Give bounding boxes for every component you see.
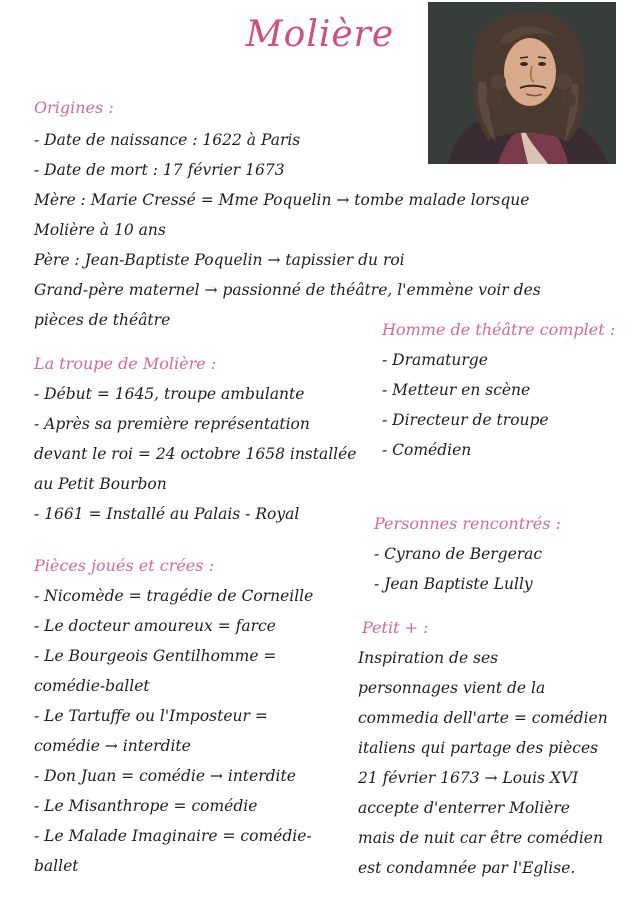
homme-item: - Dramaturge (382, 351, 488, 369)
petit-plus-line: commedia dell'arte = comédien (358, 709, 608, 727)
moliere-portrait-image (428, 2, 616, 164)
page-title: Molière (245, 14, 395, 55)
pieces-line: - Nicomède = tragédie de Corneille (34, 587, 314, 605)
petit-plus-line: est condamnée par l'Eglise. (358, 859, 576, 877)
homme-item: - Comédien (382, 441, 472, 459)
petit-plus-line: 21 février 1673 → Louis XVI (358, 769, 579, 787)
pieces-line: comédie-ballet (34, 677, 150, 695)
pieces-line: - Don Juan = comédie → interdite (34, 767, 296, 785)
petit-plus-line: personnages vient de la (358, 679, 546, 697)
homme-item: - Metteur en scène (382, 381, 531, 399)
homme-item: - Directeur de troupe (382, 411, 549, 429)
origines-line: Père : Jean-Baptiste Poquelin → tapissier du roi (34, 251, 405, 269)
pieces-line: - Le Malade Imaginaire = comédie- (34, 827, 312, 845)
troupe-line: - 1661 = Installé au Palais - Royal (34, 505, 300, 523)
pieces-line: comédie → interdite (34, 737, 191, 755)
pieces-heading: Pièces joués et crées : (34, 556, 214, 575)
origines-line: Molière à 10 ans (34, 221, 166, 239)
pieces-line: - Le Tartuffe ou l'Imposteur = (34, 707, 268, 725)
origines-heading: Origines : (34, 98, 114, 117)
petit-plus-line: accepte d'enterrer Molière (358, 799, 570, 817)
origines-line: - Date de naissance : 1622 à Paris (34, 131, 301, 149)
pieces-line: - Le Misanthrope = comédie (34, 797, 258, 815)
petit-plus-line: mais de nuit car être comédien (358, 829, 603, 847)
pieces-line: - Le Bourgeois Gentilhomme = (34, 647, 277, 665)
petit-plus-heading: Petit + : (362, 618, 429, 637)
petit-plus-line: italiens qui partage des pièces (358, 739, 599, 757)
pieces-line: ballet (34, 857, 79, 875)
petit-plus-line: Inspiration de ses (358, 649, 499, 667)
troupe-line: devant le roi = 24 octobre 1658 installée (34, 445, 357, 463)
personnes-heading: Personnes rencontrés : (374, 514, 561, 533)
pieces-line: - Le docteur amoureux = farce (34, 617, 276, 635)
troupe-line: - Après sa première représentation (34, 415, 310, 433)
troupe-line: - Début = 1645, troupe ambulante (34, 385, 305, 403)
origines-line: pièces de théâtre (34, 311, 171, 329)
troupe-heading: La troupe de Molière : (34, 354, 217, 373)
origines-line: Mère : Marie Cressé = Mme Poquelin → tombe malade lorsque (34, 191, 530, 209)
homme-heading: Homme de théâtre complet : (382, 320, 616, 339)
personnes-item: - Jean Baptiste Lully (374, 575, 533, 593)
personnes-item: - Cyrano de Bergerac (374, 545, 543, 563)
portrait-illustration (428, 2, 616, 164)
origines-line: - Date de mort : 17 février 1673 (34, 161, 285, 179)
origines-line: Grand-père maternel → passionné de théâtre, l'emmène voir des (34, 281, 541, 299)
troupe-line: au Petit Bourbon (34, 475, 167, 493)
